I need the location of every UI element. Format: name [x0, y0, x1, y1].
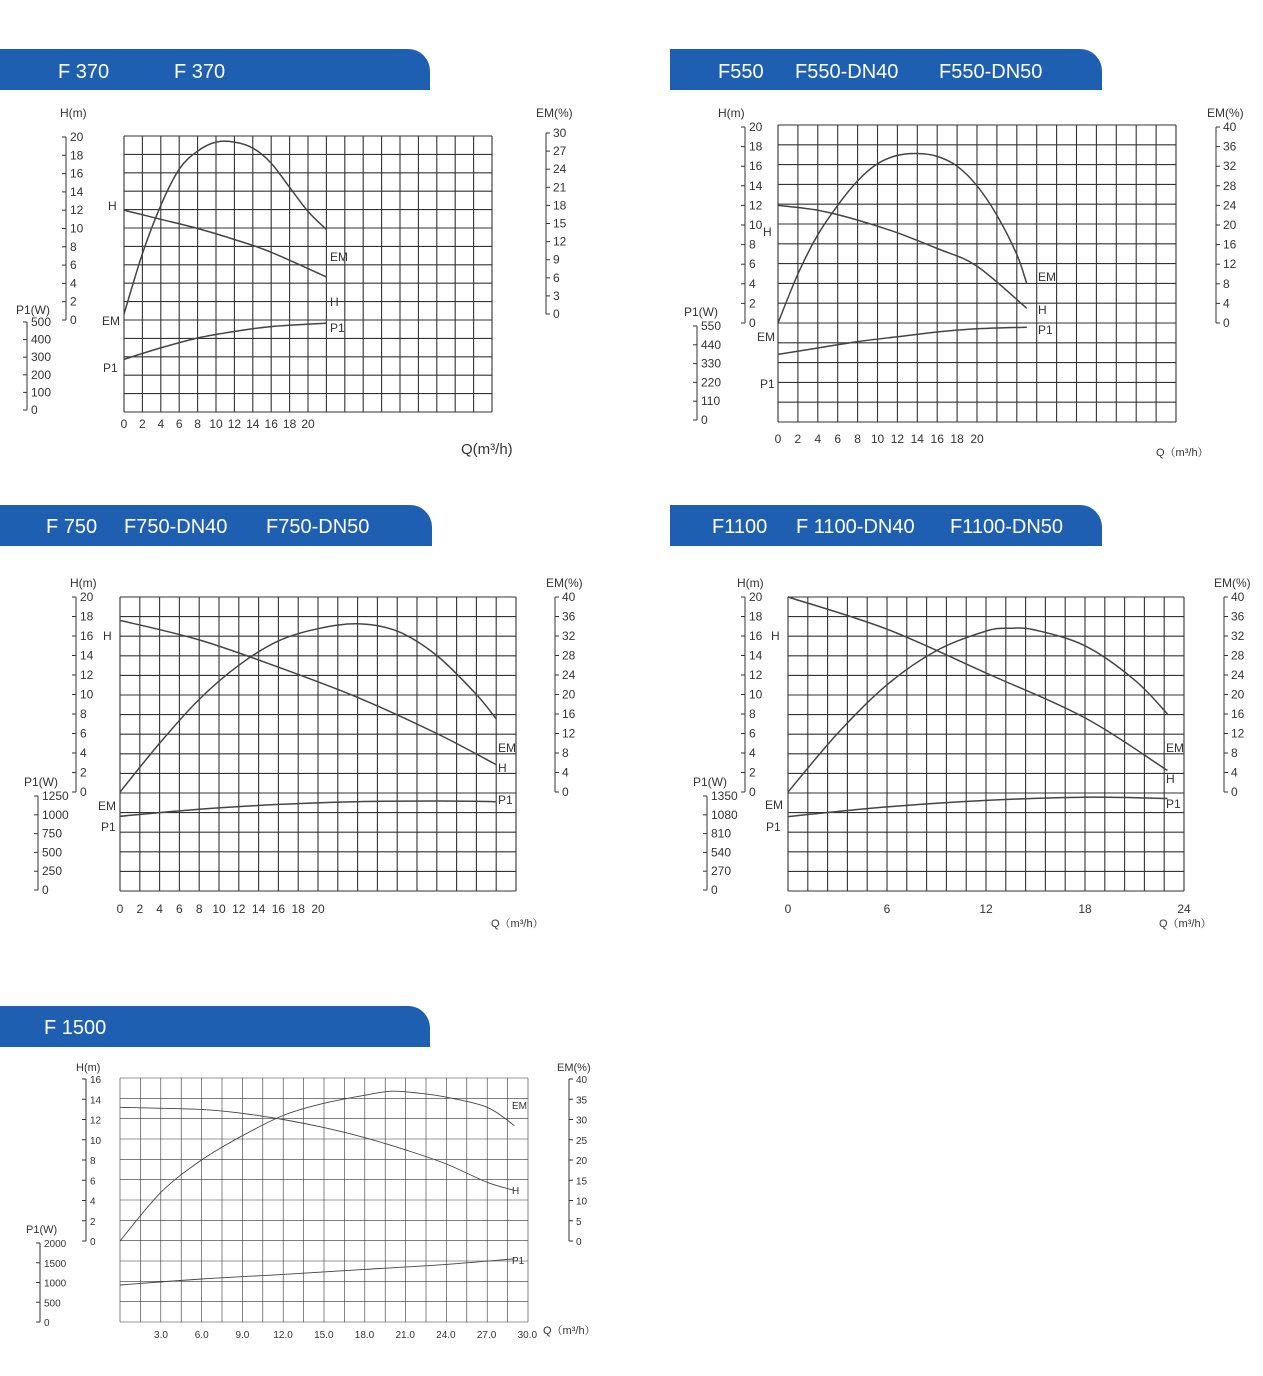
model-name: F1100-DN50	[950, 516, 1064, 538]
em-tick-label: 0	[553, 307, 560, 321]
p1-tick-label: 500	[31, 315, 52, 329]
em-tick-label: 40	[562, 590, 576, 604]
p1-tick-label: 250	[42, 864, 63, 879]
h-axis	[70, 576, 97, 799]
h-tick-label: 4	[749, 276, 756, 291]
x-tick-label: 2	[136, 902, 144, 916]
model-name: F750-DN50	[266, 516, 370, 538]
curve-em	[120, 624, 496, 792]
h-tick-label: 12	[80, 668, 94, 682]
h-tick-label: 6	[749, 257, 756, 272]
em-tick-label: 40	[1231, 590, 1245, 604]
em-tick-label: 30	[576, 1115, 588, 1127]
h-tick-label: 10	[749, 687, 763, 702]
x-tick-label: 16	[271, 902, 286, 916]
p1-axis-label: P1(W)	[16, 303, 50, 317]
h-tick-label: 0	[749, 316, 756, 330]
em-tick-label: 24	[562, 668, 576, 682]
pump-chart-3	[0, 505, 583, 930]
h-tick-label: 10	[80, 687, 94, 702]
h-tick-label: 2	[749, 296, 756, 311]
h-tick-label: 8	[80, 707, 87, 721]
h-axis	[718, 106, 763, 330]
x-tick-label: 8	[194, 417, 201, 431]
p1-tick-label: 540	[711, 845, 732, 860]
x-tick-label: 16	[930, 432, 944, 446]
em-axis	[1207, 106, 1244, 330]
p1-tick-label: 100	[31, 385, 52, 400]
curve-label-p1-left: P1	[766, 820, 781, 834]
curve-p1	[124, 323, 326, 359]
em-tick-label: 10	[576, 1196, 588, 1208]
h-tick-label: 4	[80, 746, 87, 760]
p1-tick-label: 220	[701, 375, 722, 390]
x-axis-label: Q(m³/h)	[461, 441, 513, 458]
h-axis-label: H(m)	[70, 576, 97, 590]
x-tick-label: 12	[232, 902, 246, 916]
p1-tick-label: 1080	[711, 807, 738, 822]
em-tick-label: 35	[576, 1095, 588, 1107]
x-tick-label: 14	[910, 432, 924, 446]
x-axis-label: Q（m³/h）	[1159, 918, 1212, 930]
x-axis-label: Q（m³/h）	[1156, 447, 1209, 459]
em-axis-label: EM(%)	[1214, 576, 1251, 590]
h-tick-label: 10	[749, 218, 763, 232]
curve-label-em-left: EM	[102, 314, 120, 328]
pump-chart-5	[0, 1006, 596, 1341]
x-tick-label: 16	[264, 417, 278, 431]
model-name: F550-DN50	[939, 61, 1043, 83]
x-tick-label: 0	[116, 902, 124, 916]
curve-label-em-right: EM	[498, 741, 516, 755]
h-tick-label: 0	[749, 785, 756, 799]
curve-label-p1-right: P1	[1038, 323, 1053, 337]
p1-tick-label: 500	[44, 1298, 61, 1310]
em-tick-label: 4	[1231, 765, 1238, 780]
x-tick-label: 0	[120, 417, 128, 431]
h-tick-label: 20	[80, 590, 94, 604]
curve-label-h-right: H	[498, 761, 507, 775]
h-tick-label: 10	[70, 221, 84, 236]
x-tick-label: 30.0	[517, 1330, 538, 1341]
grid	[778, 125, 1176, 422]
curve-h	[120, 620, 496, 764]
x-tick-label: 20	[301, 417, 315, 431]
h-tick-label: 20	[749, 120, 763, 134]
p1-tick-label: 270	[711, 864, 732, 879]
p1-tick-label: 440	[701, 337, 722, 352]
curve-label-em-right: EM	[1038, 270, 1056, 284]
curve-label-p1-left: P1	[103, 361, 118, 375]
h-tick-label: 8	[749, 237, 756, 252]
em-axis-label: EM(%)	[1207, 106, 1244, 120]
model-name: F 1500	[44, 1017, 107, 1039]
p1-tick-label: 330	[701, 356, 722, 371]
p1-axis-label: P1(W)	[693, 775, 727, 789]
p1-axis-label: P1(W)	[684, 305, 718, 319]
x-tick-label: 2	[139, 417, 146, 431]
curves	[788, 597, 1168, 817]
em-tick-label: 9	[553, 252, 560, 267]
pump-chart-1	[0, 49, 573, 458]
x-tick-label: 10	[870, 432, 885, 446]
curve-h	[788, 597, 1168, 771]
em-tick-label: 16	[562, 707, 576, 721]
h-tick-label: 20	[70, 130, 84, 144]
h-tick-label: 6	[80, 726, 87, 741]
x-tick-label: 18	[1078, 902, 1092, 916]
h-tick-label: 6	[90, 1176, 96, 1188]
h-tick-label: 14	[749, 648, 763, 663]
x-tick-label: 2	[794, 432, 802, 446]
curve-label-h-left: H	[763, 225, 772, 239]
model-name: F 750	[46, 516, 98, 538]
p1-tick-label: 200	[31, 367, 52, 382]
x-tick-label: 20	[970, 432, 984, 446]
pump-chart-4	[670, 505, 1251, 930]
curve-label-em-left: EM	[765, 798, 783, 812]
curve-label-p1-right: P1	[512, 1256, 525, 1267]
p1-axis	[16, 303, 51, 417]
x-tick-label: 4	[157, 417, 165, 431]
x-tick-label: 18	[282, 417, 297, 431]
em-tick-label: 32	[1223, 159, 1237, 174]
h-tick-label: 18	[749, 609, 763, 624]
p1-axis	[26, 1224, 67, 1329]
em-tick-label: 8	[1223, 276, 1230, 291]
h-axis	[76, 1062, 102, 1248]
p1-tick-label: 1500	[44, 1258, 67, 1270]
curve-label-p1-left: P1	[760, 377, 775, 391]
em-tick-label: 24	[1223, 198, 1237, 213]
h-axis-label: H(m)	[718, 106, 745, 120]
h-tick-label: 0	[70, 313, 77, 327]
em-tick-label: 20	[562, 687, 576, 702]
h-tick-label: 8	[90, 1156, 96, 1167]
x-tick-label: 12.0	[273, 1330, 293, 1341]
em-axis	[557, 1062, 591, 1248]
p1-tick-label: 1000	[44, 1278, 67, 1290]
curve-em	[120, 1091, 514, 1241]
curve-label-h-right: H	[512, 1186, 520, 1197]
x-tick-label: 6	[883, 902, 891, 916]
em-tick-label: 24	[1231, 668, 1245, 682]
p1-tick-label: 750	[42, 826, 63, 841]
x-tick-label: 8	[854, 432, 861, 446]
em-axis-label: EM(%)	[557, 1062, 591, 1074]
p1-tick-label: 500	[42, 845, 63, 860]
x-tick-label: 14	[251, 902, 266, 916]
em-tick-label: 36	[1223, 139, 1237, 154]
model-name: F550-DN40	[795, 61, 899, 83]
x-axis	[117, 902, 544, 930]
x-axis-label: Q（m³/h）	[543, 1325, 596, 1337]
em-tick-label: 0	[562, 785, 569, 799]
em-tick-label: 21	[553, 180, 567, 195]
p1-axis-label: P1(W)	[26, 1224, 58, 1236]
x-axis-label: Q（m³/h）	[491, 918, 544, 930]
p1-tick-label: 110	[701, 394, 721, 409]
em-tick-label: 16	[1223, 237, 1237, 252]
h-tick-label: 14	[70, 184, 84, 199]
x-tick-label: 4	[814, 432, 822, 446]
curve-label-h-left: H	[771, 629, 780, 643]
x-tick-label: 14	[246, 417, 260, 431]
x-tick-label: 3.0	[154, 1330, 168, 1341]
em-tick-label: 6	[553, 270, 560, 285]
p1-tick-label: 2000	[44, 1239, 67, 1250]
h-axis	[737, 576, 764, 799]
model-name: F 370	[174, 61, 226, 83]
curve-labels	[102, 199, 348, 375]
x-tick-label: 21.0	[395, 1330, 415, 1341]
h-tick-label: 18	[70, 148, 84, 163]
em-tick-label: 12	[553, 234, 567, 249]
curve-label-h-left: H	[108, 199, 117, 213]
x-axis	[154, 1324, 596, 1341]
x-tick-label: 6	[176, 902, 183, 916]
p1-axis	[693, 775, 738, 897]
h-tick-label: 8	[70, 239, 77, 254]
h-tick-label: 16	[749, 159, 763, 174]
p1-tick-label: 0	[701, 413, 708, 427]
x-tick-label: 18	[950, 432, 964, 446]
p1-tick-label: 1350	[711, 789, 738, 803]
em-tick-label: 40	[1223, 120, 1237, 134]
p1-tick-label: 400	[31, 332, 52, 347]
curves	[120, 620, 496, 816]
em-tick-label: 15	[553, 216, 567, 231]
h-tick-label: 14	[90, 1095, 102, 1107]
grid	[124, 136, 492, 412]
em-tick-label: 8	[562, 746, 569, 760]
em-tick-label: 3	[553, 288, 560, 303]
p1-axis-label: P1(W)	[24, 775, 58, 789]
h-tick-label: 8	[749, 707, 756, 721]
h-tick-label: 12	[90, 1115, 102, 1127]
em-axis-label: EM(%)	[536, 106, 573, 120]
model-name: F550	[718, 61, 764, 83]
em-axis	[1214, 576, 1251, 799]
p1-axis	[684, 305, 721, 427]
p1-tick-label: 0	[42, 883, 49, 897]
em-axis	[546, 576, 583, 799]
h-tick-label: 14	[80, 648, 94, 663]
x-tick-label: 12	[227, 417, 242, 431]
h-axis-label: H(m)	[76, 1062, 101, 1074]
curve-h	[778, 205, 1027, 308]
h-tick-label: 0	[90, 1237, 96, 1248]
em-axis	[536, 106, 573, 321]
x-tick-label: 6	[834, 432, 842, 446]
x-axis	[785, 902, 1212, 930]
x-tick-label: 27.0	[476, 1330, 497, 1341]
h-tick-label: 4	[70, 276, 77, 291]
p1-axis	[24, 775, 69, 897]
curve-p1	[120, 801, 496, 816]
x-tick-label: 18.0	[354, 1330, 375, 1341]
x-tick-label: 0	[774, 432, 782, 446]
em-tick-label: 0	[1231, 785, 1238, 799]
curve-labels	[512, 1101, 527, 1267]
model-name: F 370	[58, 61, 110, 83]
em-tick-label: 30	[553, 126, 567, 140]
x-tick-label: 24.0	[436, 1330, 456, 1341]
curve-label-p1-right: P1	[498, 793, 513, 807]
curves	[120, 1091, 514, 1285]
x-tick-label: 18	[291, 902, 305, 916]
h-tick-label: 4	[749, 746, 756, 760]
h-tick-label: 10	[90, 1135, 102, 1147]
em-tick-label: 28	[1223, 178, 1237, 193]
x-tick-label: 24	[1177, 902, 1191, 916]
curve-label-h-left: H	[103, 629, 112, 643]
em-tick-label: 25	[576, 1135, 588, 1147]
x-tick-label: 0	[784, 902, 792, 916]
em-tick-label: 24	[553, 162, 567, 177]
p1-tick-label: 810	[711, 826, 732, 841]
x-axis	[775, 432, 1209, 459]
em-tick-label: 12	[1223, 257, 1237, 272]
h-tick-label: 4	[90, 1196, 96, 1208]
x-tick-label: 6	[175, 417, 183, 431]
grid	[788, 597, 1184, 891]
em-tick-label: 0	[576, 1237, 582, 1248]
em-tick-label: 12	[1231, 726, 1245, 741]
curve-labels	[757, 225, 1056, 391]
model-name: F1100	[712, 516, 768, 538]
p1-tick-label: 0	[31, 403, 38, 417]
h-tick-label: 2	[80, 765, 87, 780]
em-tick-label: 36	[562, 609, 576, 624]
em-tick-label: 20	[1223, 218, 1237, 232]
curve-em	[788, 628, 1168, 792]
em-tick-label: 4	[562, 765, 569, 780]
em-tick-label: 4	[1223, 296, 1230, 311]
x-tick-label: 6.0	[194, 1330, 209, 1341]
curves	[124, 141, 326, 359]
x-tick-label: 20	[311, 902, 325, 916]
h-tick-label: 16	[80, 629, 94, 643]
h-axis	[60, 106, 87, 327]
x-tick-label: 15.0	[314, 1330, 334, 1341]
curve-label-em-left: EM	[98, 799, 116, 813]
h-tick-label: 12	[70, 203, 84, 218]
em-tick-label: 16	[1231, 707, 1245, 721]
h-tick-label: 2	[70, 294, 77, 309]
h-axis-label: H(m)	[737, 576, 764, 590]
em-tick-label: 32	[1231, 629, 1245, 643]
em-tick-label: 27	[553, 144, 567, 159]
em-tick-label: 20	[576, 1156, 588, 1167]
h-tick-label: 2	[749, 765, 756, 780]
p1-tick-label: 1250	[42, 789, 69, 803]
em-tick-label: 32	[562, 629, 576, 643]
h-tick-label: 14	[749, 178, 763, 193]
curve-label-em-left: EM	[757, 330, 775, 344]
em-tick-label: 36	[1231, 609, 1245, 624]
h-tick-label: 16	[90, 1075, 102, 1086]
curve-label-p1-right: P1	[1166, 797, 1181, 811]
p1-tick-label: 300	[31, 350, 52, 365]
x-tick-label: 4	[156, 902, 163, 916]
em-tick-label: 18	[553, 198, 567, 213]
em-tick-label: 0	[1223, 316, 1230, 330]
x-axis	[121, 417, 513, 458]
curve-label-em-right: EM	[1166, 741, 1184, 755]
h-axis-label: H(m)	[60, 106, 87, 120]
curve-p1	[778, 327, 1027, 354]
model-name: F750-DN40	[124, 516, 228, 538]
em-tick-label: 15	[576, 1176, 588, 1188]
p1-tick-label: 0	[44, 1318, 50, 1329]
em-tick-label: 5	[576, 1216, 582, 1228]
h-tick-label: 6	[70, 258, 77, 273]
model-name: F 1100-DN40	[796, 516, 915, 538]
grid	[120, 1078, 528, 1322]
curve-label-em-right: EM	[512, 1101, 527, 1112]
x-tick-label: 8	[195, 902, 203, 916]
h-tick-label: 12	[749, 668, 763, 682]
em-tick-label: 8	[1231, 746, 1238, 760]
curve-label-h-right: H	[1038, 303, 1047, 317]
curve-h	[120, 1107, 514, 1190]
h-tick-label: 12	[749, 198, 763, 213]
em-tick-label: 28	[562, 648, 576, 663]
em-tick-label: 20	[1231, 687, 1245, 702]
x-tick-label: 9.0	[235, 1330, 250, 1341]
curve-label-p1-right: P1	[330, 321, 345, 335]
em-tick-label: 40	[576, 1075, 588, 1086]
curves	[778, 153, 1027, 354]
x-tick-label: 10	[209, 417, 223, 431]
curve-p1	[788, 797, 1168, 816]
x-tick-label: 12	[979, 902, 993, 916]
h-tick-label: 0	[80, 785, 87, 799]
p1-tick-label: 550	[701, 319, 722, 333]
p1-tick-label: 0	[711, 883, 718, 897]
h-tick-label: 18	[80, 609, 94, 624]
pump-chart-2	[670, 49, 1244, 459]
curve-label-p1-left: P1	[101, 820, 116, 834]
p1-tick-label: 1000	[42, 807, 69, 822]
h-tick-label: 16	[70, 166, 84, 181]
h-tick-label: 16	[749, 629, 763, 643]
x-tick-label: 10	[212, 902, 226, 916]
curve-em	[778, 153, 1027, 323]
x-tick-label: 12	[890, 432, 905, 446]
curve-label-h-right: H	[1166, 772, 1175, 786]
h-tick-label: 20	[749, 590, 763, 604]
em-tick-label: 12	[562, 726, 576, 741]
h-tick-label: 18	[749, 139, 763, 154]
em-axis-label: EM(%)	[546, 576, 583, 590]
curve-label-em-right: EM	[330, 250, 348, 264]
h-tick-label: 2	[90, 1216, 96, 1228]
curve-label-h-right: H	[330, 295, 339, 309]
h-tick-label: 6	[749, 726, 756, 741]
em-tick-label: 28	[1231, 648, 1245, 663]
